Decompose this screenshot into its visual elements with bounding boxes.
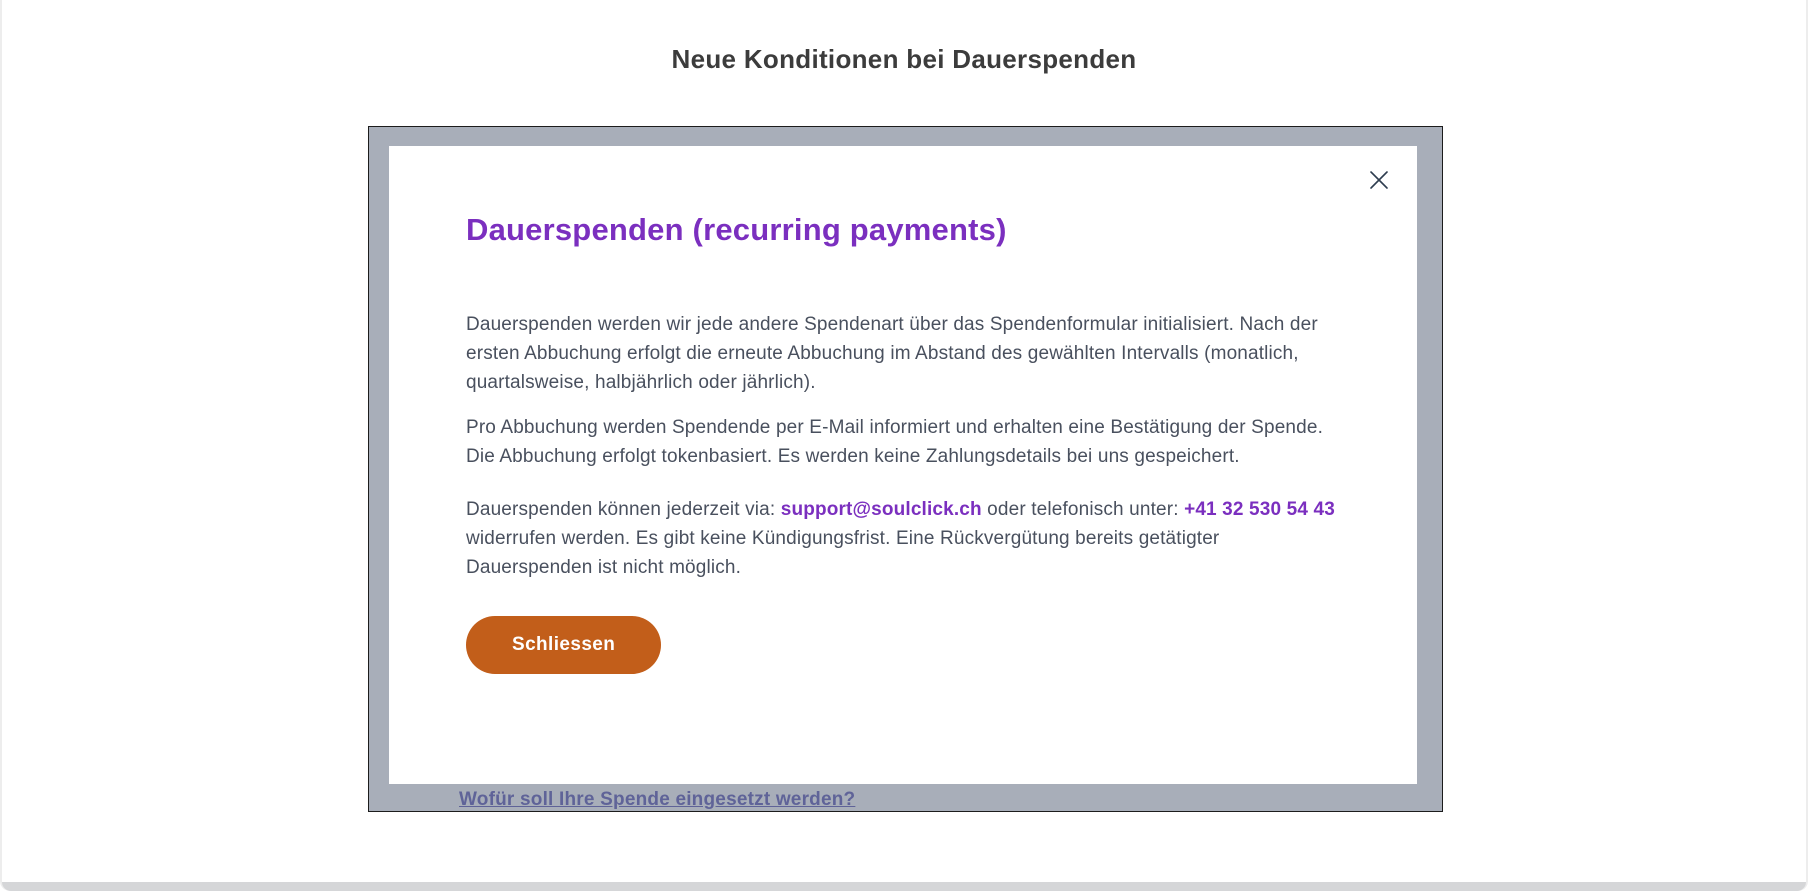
page-title: Neue Konditionen bei Dauerspenden bbox=[671, 44, 1137, 74]
modal-content bbox=[389, 146, 1417, 674]
modal-title: Dauerspenden (recurring payments) bbox=[466, 212, 1007, 247]
support-phone-link[interactable]: +41 32 530 54 43 bbox=[1184, 499, 1335, 520]
modal-overlay bbox=[368, 126, 1443, 812]
modal-paragraph-widerruf bbox=[466, 495, 1339, 582]
modal-paragraph-initialisierung: Dauerspenden werden wir jede andere Spendenart über das Spendenformular initialisiert. Nach der ersten Abbuchung erfolgt die erneute Abbuchung im Abstand des gewählten Intervalls (monatlich, quartalsweise, halbjährlich oder jährlich). bbox=[466, 314, 1318, 393]
text-segment: Dauerspenden können jederzeit via: bbox=[466, 499, 781, 520]
modal-paragraph-abbuchung: Pro Abbuchung werden Spendende per E-Mail informiert und erhalten eine Bestätigung der Spende. Die Abbuchung erfolgt tokenbasiert. Es werden keine Zahlungsdetails bei uns gespeichert. bbox=[466, 417, 1323, 467]
text-segment: oder telefonisch unter: bbox=[981, 499, 1185, 520]
close-icon[interactable] bbox=[1363, 164, 1395, 196]
schliessen-button[interactable]: Schliessen bbox=[466, 616, 661, 674]
text-segment: widerrufen werden. Es gibt keine Kündigungsfrist. Eine Rückvergütung bereits getätigter Dauerspenden ist nicht möglich. bbox=[466, 528, 1220, 578]
window-bottom-edge bbox=[2, 882, 1806, 891]
dauerspenden-modal bbox=[389, 146, 1417, 784]
background-link-spende-eingesetzt[interactable]: Wofür soll Ihre Spende eingesetzt werden? bbox=[459, 789, 856, 810]
support-email-link[interactable]: support@soulclick.ch bbox=[780, 499, 982, 520]
